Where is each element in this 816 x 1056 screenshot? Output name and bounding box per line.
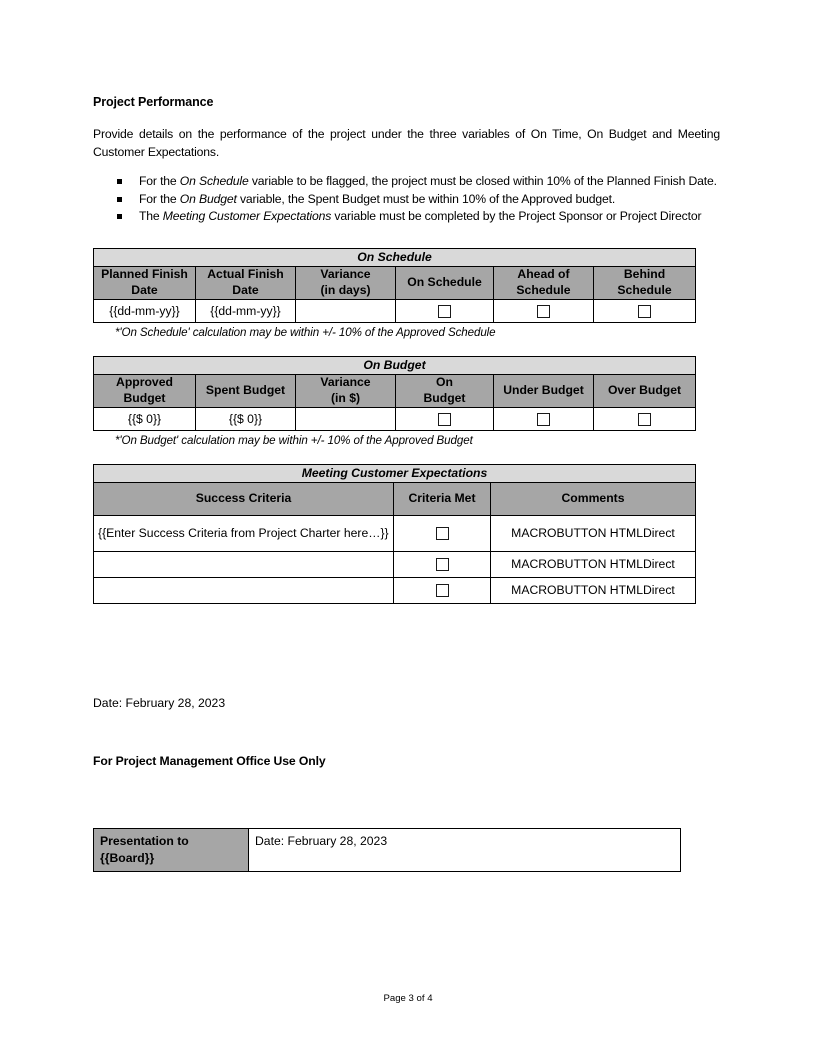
col-header-comments: Comments bbox=[491, 482, 696, 515]
header-line-1: Ahead of bbox=[517, 267, 570, 281]
on-budget-table bbox=[93, 356, 696, 431]
col-header-over-budget bbox=[594, 374, 696, 407]
cell-comments[interactable]: MACROBUTTON HTMLDirect bbox=[491, 515, 696, 551]
table-row bbox=[94, 828, 681, 871]
col-header-variance-days bbox=[296, 266, 396, 299]
cell-actual-finish-date[interactable]: {{dd-mm-yy}} bbox=[196, 299, 296, 322]
cell-criteria-met-checkbox[interactable] bbox=[394, 551, 491, 577]
header-line-1: Spent Budget bbox=[205, 382, 286, 397]
cell-planned-finish-date[interactable]: {{dd-mm-yy}} bbox=[94, 299, 196, 322]
table-title-row bbox=[94, 356, 696, 374]
on-schedule-table bbox=[93, 248, 696, 323]
on-schedule-note: *'On Schedule' calculation may be within +/- 10% of the Approved Schedule bbox=[115, 325, 496, 339]
table-header-row bbox=[94, 266, 696, 299]
cell-success-criteria[interactable] bbox=[94, 551, 394, 577]
header-line-2: Date bbox=[131, 282, 158, 297]
cell-variance-days[interactable] bbox=[296, 299, 396, 322]
table-title-row bbox=[94, 464, 696, 482]
cell-spent-budget[interactable]: {{$ 0}} bbox=[196, 407, 296, 430]
table-header-row bbox=[94, 374, 696, 407]
intro-paragraph: Provide details on the performance of the project under the three variables of On Time, On Budget and Meeting Customer Expectations. bbox=[93, 127, 720, 159]
header-line-2: Date bbox=[232, 282, 259, 297]
cell-comments[interactable]: MACROBUTTON HTMLDirect bbox=[491, 577, 696, 603]
page-content bbox=[93, 95, 720, 872]
header-line-1: Actual Finish bbox=[207, 267, 284, 281]
page-footer bbox=[0, 993, 816, 1004]
header-line-1: Variance bbox=[320, 375, 371, 389]
checkbox-icon[interactable] bbox=[638, 413, 651, 426]
bullet-text-italic: On Schedule bbox=[179, 174, 249, 188]
cell-over-budget-checkbox[interactable] bbox=[594, 407, 696, 430]
bullet-text-italic: Meeting Customer Expectations bbox=[162, 209, 332, 223]
bullet-square-icon bbox=[117, 179, 122, 184]
cell-ahead-of-schedule-checkbox[interactable] bbox=[494, 299, 594, 322]
cell-under-budget-checkbox[interactable] bbox=[494, 407, 594, 430]
header-line-2: (in $) bbox=[330, 390, 361, 405]
bullet-text-before: For the bbox=[139, 174, 180, 188]
on-budget-title: On Budget bbox=[94, 356, 696, 374]
signoff-date: Date: February 28, 2023 bbox=[93, 695, 226, 710]
bullet-text-after: variable to be flagged, the project must be closed within 10% of the Planned Finish Date. bbox=[248, 174, 717, 188]
checkbox-icon[interactable] bbox=[537, 305, 550, 318]
header-line-1: Planned Finish bbox=[101, 267, 188, 281]
checkbox-icon[interactable] bbox=[436, 558, 449, 571]
col-header-on-schedule bbox=[396, 266, 494, 299]
cell-success-criteria[interactable] bbox=[94, 577, 394, 603]
cell-on-budget-checkbox[interactable] bbox=[396, 407, 494, 430]
table-row bbox=[94, 407, 696, 430]
meeting-customer-expectations-table bbox=[93, 464, 696, 604]
list-item bbox=[93, 208, 720, 226]
bullet-text-before: For the bbox=[139, 191, 180, 206]
col-header-spent-budget bbox=[196, 374, 296, 407]
col-header-criteria-met: Criteria Met bbox=[394, 482, 491, 515]
table-header-row bbox=[94, 482, 696, 515]
footer-page-number: Page 3 of 4 bbox=[383, 993, 433, 1004]
col-header-behind-schedule bbox=[594, 266, 696, 299]
checkbox-icon[interactable] bbox=[537, 413, 550, 426]
table-row bbox=[94, 551, 696, 577]
list-item bbox=[93, 191, 720, 209]
header-line-1: Under Budget bbox=[503, 382, 584, 397]
pmo-label-line-2: {{Board}} bbox=[100, 850, 155, 865]
table-row bbox=[94, 515, 696, 551]
header-line-1: On bbox=[436, 375, 453, 389]
bullet-square-icon bbox=[117, 214, 122, 219]
col-header-approved-budget bbox=[94, 374, 196, 407]
cell-comments[interactable]: MACROBUTTON HTMLDirect bbox=[491, 551, 696, 577]
checkbox-icon[interactable] bbox=[438, 413, 451, 426]
bullet-text-after: variable must be completed by the Project Sponsor or Project Director bbox=[331, 209, 702, 223]
checkbox-icon[interactable] bbox=[436, 584, 449, 597]
cell-success-criteria[interactable]: {{Enter Success Criteria from Project Charter here…}} bbox=[94, 515, 394, 551]
table-row bbox=[94, 299, 696, 322]
cell-on-schedule-checkbox[interactable] bbox=[396, 299, 494, 322]
header-line-2: (in days) bbox=[320, 282, 371, 297]
pmo-value-cell[interactable]: Date: February 28, 2023 bbox=[249, 828, 681, 871]
table-title-row bbox=[94, 248, 696, 266]
rules-bullet-list bbox=[93, 173, 720, 226]
col-header-ahead-of-schedule bbox=[494, 266, 594, 299]
header-line-1: Behind bbox=[623, 267, 666, 281]
checkbox-icon[interactable] bbox=[436, 527, 449, 540]
col-header-actual-finish-date bbox=[196, 266, 296, 299]
cell-variance-dollars[interactable] bbox=[296, 407, 396, 430]
header-line-1: Approved bbox=[116, 375, 173, 389]
col-header-variance-dollars bbox=[296, 374, 396, 407]
bullet-text-after: variable, the Spent Budget must be within 10% of the Approved budget. bbox=[236, 191, 616, 206]
header-line-2: Budget bbox=[423, 390, 466, 405]
on-budget-note: *'On Budget' calculation may be within +/- 10% of the Approved Budget bbox=[115, 433, 473, 447]
table-row bbox=[94, 577, 696, 603]
pmo-label-cell bbox=[94, 828, 249, 871]
checkbox-icon[interactable] bbox=[638, 305, 651, 318]
bullet-text-before: The bbox=[139, 209, 163, 223]
pmo-presentation-table bbox=[93, 828, 681, 872]
bullet-text-italic: On Budget bbox=[179, 191, 237, 206]
header-line-1: On Schedule bbox=[407, 274, 482, 289]
header-line-1: Over Budget bbox=[607, 382, 682, 397]
list-item bbox=[93, 173, 720, 191]
pmo-label-line-1: Presentation to bbox=[100, 833, 189, 848]
header-line-2: Budget bbox=[123, 390, 166, 405]
checkbox-icon[interactable] bbox=[438, 305, 451, 318]
header-line-2: Schedule bbox=[516, 282, 571, 297]
col-header-under-budget bbox=[494, 374, 594, 407]
col-header-on-budget bbox=[396, 374, 494, 407]
expectations-title: Meeting Customer Expectations bbox=[94, 464, 696, 482]
header-line-2: Schedule bbox=[617, 282, 672, 297]
pmo-heading: For Project Management Office Use Only bbox=[93, 753, 326, 768]
bullet-square-icon bbox=[117, 197, 122, 202]
on-schedule-title: On Schedule bbox=[94, 248, 696, 266]
page-title: Project Performance bbox=[93, 95, 214, 109]
cell-approved-budget[interactable]: {{$ 0}} bbox=[94, 407, 196, 430]
header-line-1: Variance bbox=[320, 267, 371, 281]
col-header-planned-finish-date bbox=[94, 266, 196, 299]
col-header-success-criteria: Success Criteria bbox=[94, 482, 394, 515]
cell-behind-schedule-checkbox[interactable] bbox=[594, 299, 696, 322]
cell-criteria-met-checkbox[interactable] bbox=[394, 577, 491, 603]
cell-criteria-met-checkbox[interactable] bbox=[394, 515, 491, 551]
